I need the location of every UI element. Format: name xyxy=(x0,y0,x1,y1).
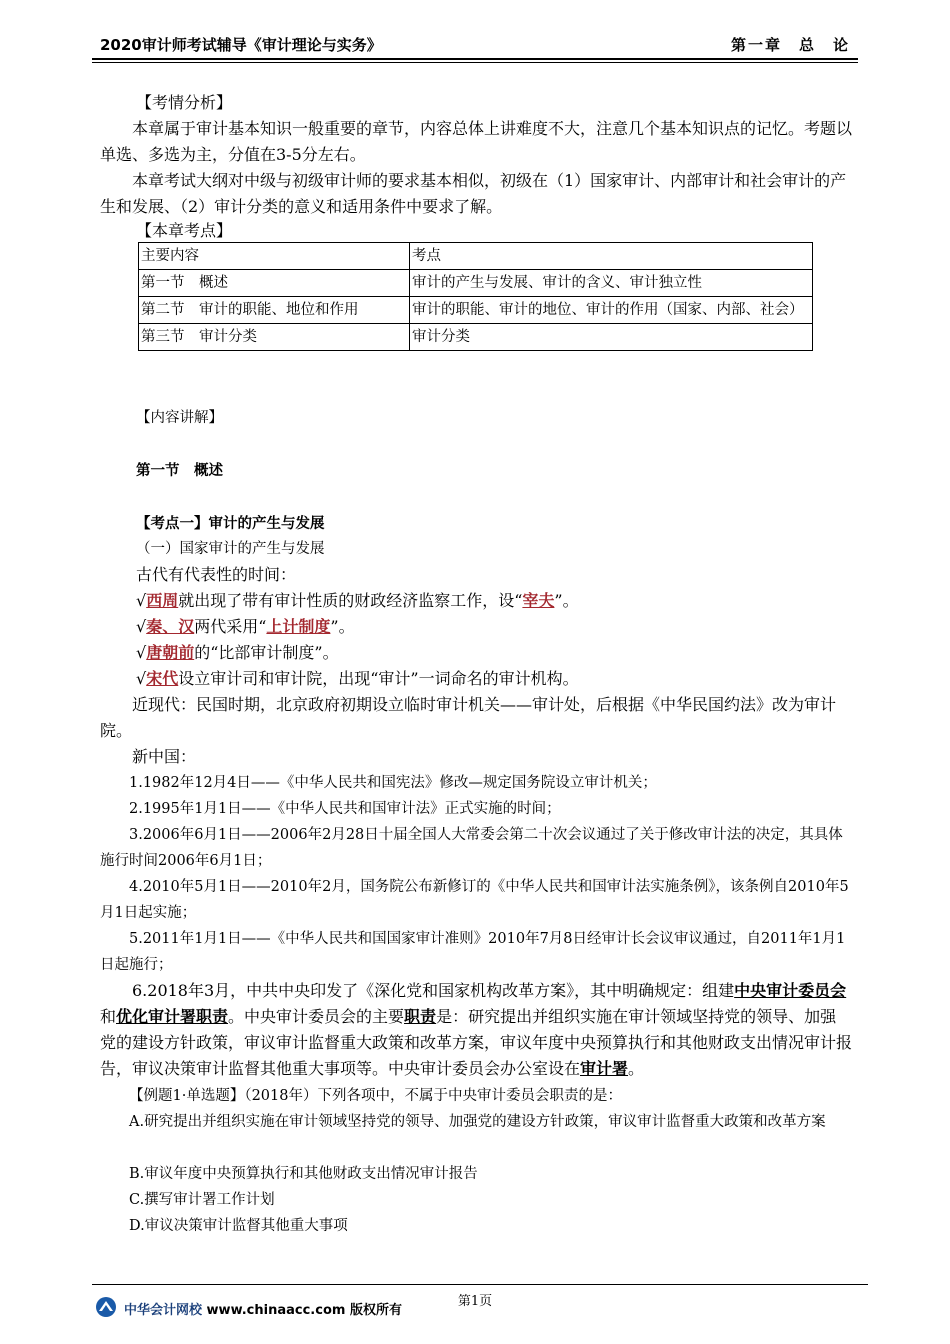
body-text: 是：研究提出并组织实施在审计领域坚持党的领导、加强党的建设方针政策，审议审计监督重大政策和改革方案，审议年度中央预算执行和其他财政支出情况审计报告，审议决策审计监督其他重大事项等。中央审计委员会办公室设在 xyxy=(100,1007,853,1078)
table-cell: 审计的产生与发展、审计的含义、审计独立性 xyxy=(410,270,813,297)
check-mark-icon: √ xyxy=(136,591,147,610)
emphasis-text: 唐朝前 xyxy=(146,643,195,662)
section-title: 第一节 概述 xyxy=(136,463,223,479)
table-row xyxy=(139,324,813,351)
emphasis-text: 中央审计委员会 xyxy=(734,981,847,1000)
body-text: 。 xyxy=(628,1059,645,1078)
table-cell: 第三节 审计分类 xyxy=(139,324,410,351)
emphasis-text: 优化审计署职责 xyxy=(116,1007,229,1026)
table-row xyxy=(139,270,813,297)
key-points-table xyxy=(138,242,813,351)
sub-title: （一）国家审计的产生与发展 xyxy=(136,541,325,557)
modern-paragraph: 近现代：民国时期，北京政府初期设立临时审计机关——审计处，后根据《中华民国约法》改为审计院。 xyxy=(100,695,837,740)
table-row xyxy=(139,297,813,324)
table-cell: 第一节 概述 xyxy=(139,270,410,297)
new-china-item: 2.1995年1月1日——《中华人民共和国审计法》正式实施的时间； xyxy=(129,801,561,817)
body-text: 设立审计司和审计院，出现“审计”一词命名的审计机构。 xyxy=(178,669,579,688)
header-title: 2020审计师考试辅导《审计理论与实务》 xyxy=(100,36,382,54)
exam-analysis-para2: 本章考试大纲对中级与初级审计师的要求基本相似，初级在（1）国家审计、内部审计和社会审计的产生和发展、（2）审计分类的意义和适用条件中要求了解。 xyxy=(100,171,847,216)
footer-rule xyxy=(92,1284,868,1285)
body-text: ”。 xyxy=(330,617,355,636)
table-cell: 第二节 审计的职能、地位和作用 xyxy=(139,297,410,324)
body-text: 的“比部审计制度”。 xyxy=(194,643,339,662)
check-mark-icon: √ xyxy=(136,669,147,688)
page-number: 第1页 xyxy=(457,1294,493,1309)
body-text: 6.2018年3月，中共中央印发了《深化党和国家机构改革方案》，其中明确规定：组建 xyxy=(132,981,735,1000)
body-text: 两代采用“ xyxy=(194,617,267,636)
ancient-item-2 xyxy=(136,614,888,640)
emphasis-text: 上计制度 xyxy=(266,617,331,636)
example-option: A.研究提出并组织实施在审计领域坚持党的领导、加强党的建设方针政策，审议审计监督重大政策和改革方案 xyxy=(129,1114,826,1130)
brand-rights: 版权所有 xyxy=(349,1303,402,1318)
new-china-item-6 xyxy=(100,978,852,1082)
key-points-heading: 【本章考点】 xyxy=(136,221,233,240)
exam-analysis-para1: 本章属于审计基本知识一般重要的章节，内容总体上讲难度不大，注意几个基本知识点的记忆。考题以单选、多选为主，分值在3-5分左右。 xyxy=(100,119,853,164)
ancient-label: 古代有代表性的时间： xyxy=(136,565,297,584)
table-cell: 审计的职能、审计的地位、审计的作用（国家、内部、社会） xyxy=(410,297,813,324)
new-china-item: 3.2006年6月1日——2006年2月28日十届全国人大常委会第二十次会议通过了关于修改审计法的决定，其具体施行时间2006年6月1日； xyxy=(100,827,843,869)
table-header-cell: 主要内容 xyxy=(139,243,410,270)
check-mark-icon: √ xyxy=(136,643,147,662)
brand-site[interactable]: www.chinaacc.com xyxy=(206,1303,346,1318)
header-chapter: 第一章 总 论 xyxy=(730,36,850,54)
emphasis-text: 职责 xyxy=(404,1007,437,1026)
body-text: 和 xyxy=(100,1007,117,1026)
new-china-item: 4.2010年5月1日——2010年2月，国务院公布新修订的《中华人民共和国审计法实施条例》，该条例自2010年5月1日起实施； xyxy=(100,879,849,921)
ancient-item-3 xyxy=(136,640,888,666)
emphasis-text: 西周 xyxy=(146,591,179,610)
new-china-item: 5.2011年1月1日——《中华人民共和国国家审计准则》2010年7月8日经审计长会议审议通过，自2011年1月1日起施行； xyxy=(100,931,846,973)
emphasis-text: 宋代 xyxy=(146,669,179,688)
emphasis-text: 审计署 xyxy=(580,1059,629,1078)
example-option: B.审议年度中央预算执行和其他财政支出情况审计报告 xyxy=(129,1166,478,1182)
header-rule-thin xyxy=(92,62,858,63)
body-text: 。中央审计委员会的主要 xyxy=(228,1007,405,1026)
brand-logo-icon xyxy=(95,1296,117,1318)
table-header-row xyxy=(139,243,813,270)
emphasis-text: 宰夫 xyxy=(522,591,555,610)
point-title: 【考点一】审计的产生与发展 xyxy=(136,516,325,532)
exam-analysis-heading: 【考情分析】 xyxy=(136,93,233,112)
new-china-label: 新中国： xyxy=(132,747,197,766)
emphasis-text: 秦、汉 xyxy=(146,617,195,636)
table-cell: 审计分类 xyxy=(410,324,813,351)
table-header-cell: 考点 xyxy=(410,243,813,270)
brand-name: 中华会计网校 xyxy=(124,1303,203,1318)
example-option: C.撰写审计署工作计划 xyxy=(129,1192,275,1208)
ancient-item-1 xyxy=(136,588,888,614)
body-text: 就出现了带有审计性质的财政经济监察工作，设“ xyxy=(178,591,523,610)
check-mark-icon: √ xyxy=(136,617,147,636)
body-text: ”。 xyxy=(554,591,579,610)
ancient-item-4 xyxy=(136,666,888,692)
footer-brand xyxy=(124,1299,402,1318)
header-rule xyxy=(92,58,858,60)
new-china-item: 1.1982年12月4日——《中华人民共和国宪法》修改—规定国务院设立审计机关； xyxy=(129,775,657,791)
example-stem: 【例题1·单选题】（2018年）下列各项中，不属于中央审计委员会职责的是： xyxy=(129,1088,622,1104)
example-option: D.审议决策审计监督其他重大事项 xyxy=(129,1218,348,1234)
content-heading: 【内容讲解】 xyxy=(136,410,223,426)
